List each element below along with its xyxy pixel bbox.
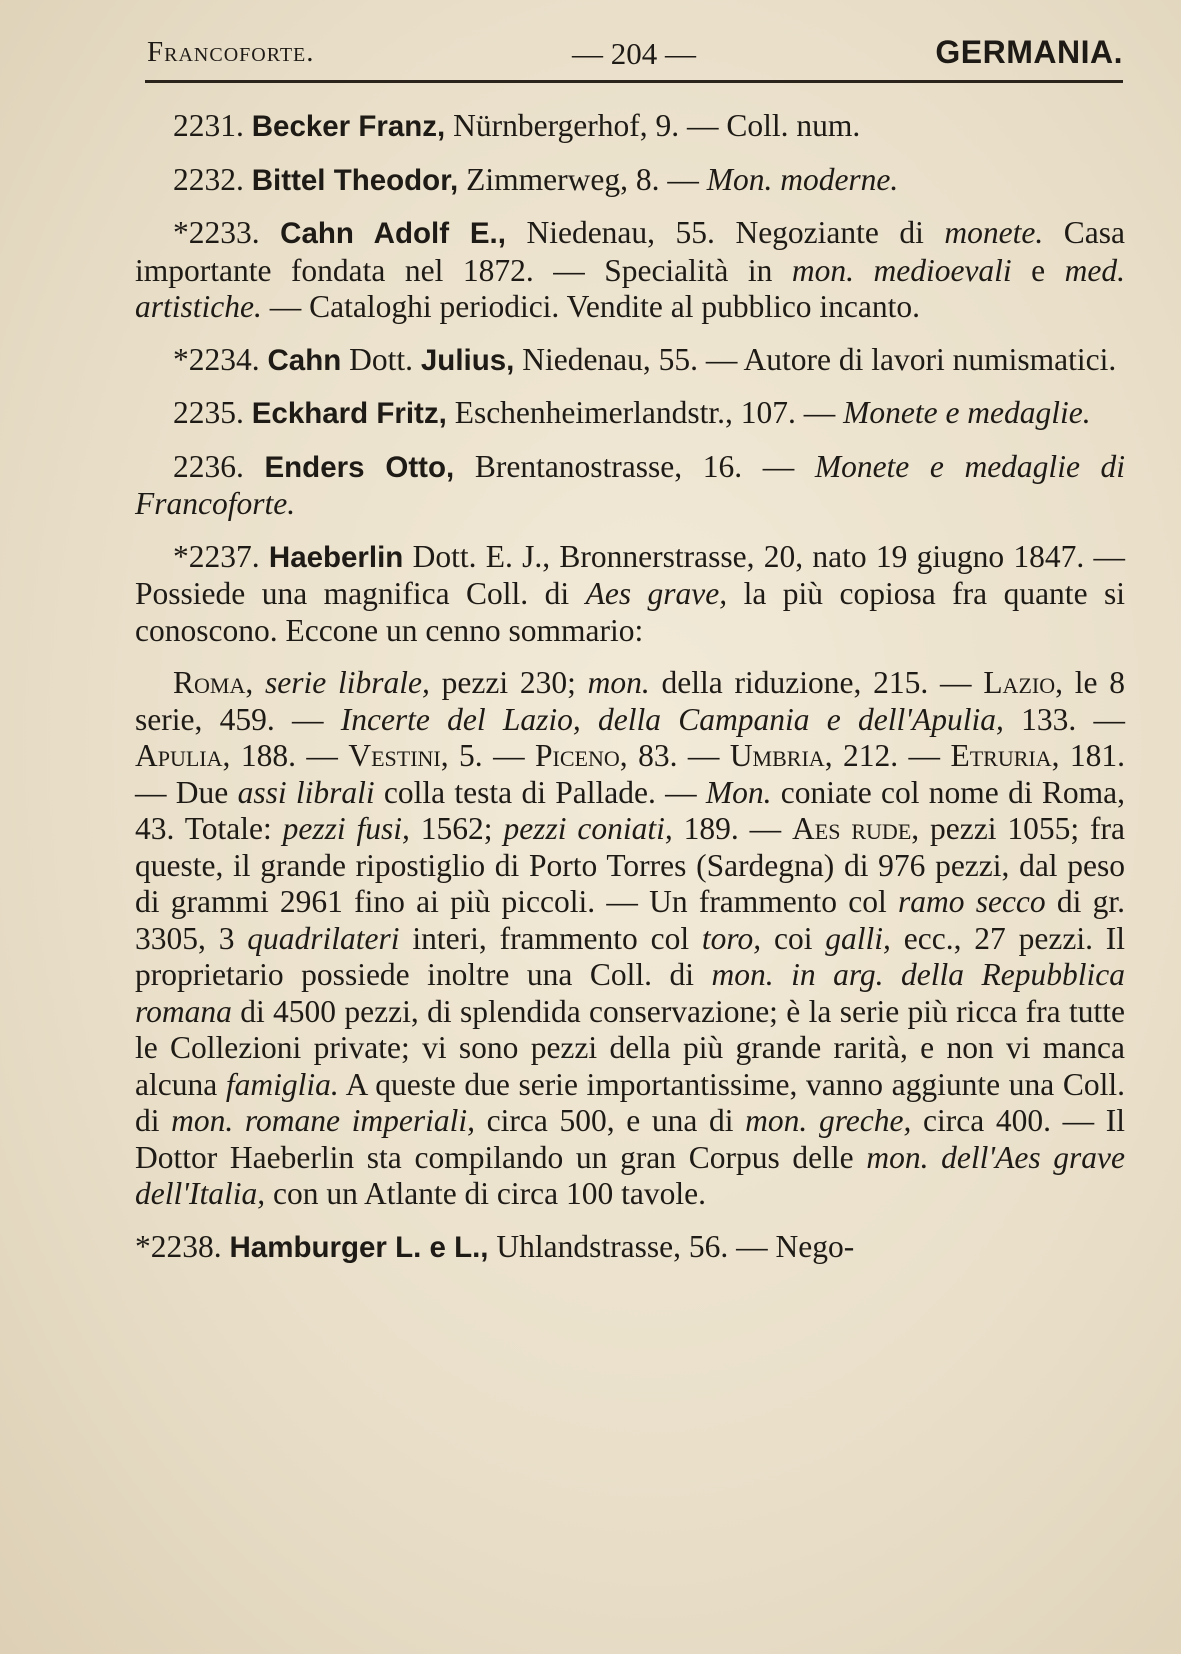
- entry-number: *2238.: [135, 1228, 222, 1264]
- entry-number: 2236.: [173, 448, 244, 484]
- text-run: la più copiosa fra quante si conoscono. Eccone un cenno sommario:: [135, 576, 1126, 648]
- entry-name: Becker Franz,: [251, 110, 446, 143]
- entry-text: Brentanostrasse, 16. —: [454, 448, 815, 484]
- smallcaps-text: Piceno: [535, 738, 620, 773]
- text-run: della riduzione, 215. —: [649, 665, 984, 700]
- italic-text: serie librale,: [265, 665, 430, 700]
- italic-text: Mon.: [705, 774, 772, 810]
- smallcaps-text: Etruria: [950, 738, 1052, 773]
- italic-text: famiglia.: [225, 1066, 339, 1102]
- text-run: 189. —: [672, 811, 793, 846]
- italic-text: mon. medioevali: [791, 252, 1012, 288]
- text-run: coniate col nome di Roma, 43. Totale:: [135, 774, 1125, 846]
- entry-2236: [135, 449, 1125, 523]
- text-run: 1562;: [409, 811, 504, 846]
- italic-text: monete.: [944, 215, 1044, 250]
- entry-2235: [135, 395, 1125, 433]
- italic-text: quadrilateri: [247, 920, 400, 956]
- italic-text: mon.: [587, 665, 650, 700]
- text-run: circa 500, e una di: [475, 1103, 746, 1138]
- text-run: ,: [245, 665, 266, 700]
- entry-2231: [135, 108, 1125, 146]
- entry-2237: [135, 539, 1125, 650]
- text-run: interi, frammento col: [399, 920, 702, 956]
- italic-text: mon. dell'Aes grave dell'Italia,: [135, 1139, 1125, 1211]
- text-run: A queste due serie importantissime, vanno aggiunte una Coll. di: [135, 1066, 1125, 1138]
- entry-text: Zimmerweg, 8. —: [458, 161, 707, 197]
- entry-title: Dott.: [341, 341, 421, 377]
- entry-name: Eckhard Fritz,: [251, 397, 447, 430]
- entry-number: *2234.: [173, 341, 260, 377]
- collection-summary: [135, 665, 1125, 1213]
- italic-text: mon. greche,: [745, 1103, 912, 1138]
- entry-name: Julius,: [420, 343, 515, 377]
- text-run: , 212. —: [824, 738, 951, 773]
- smallcaps-text: Aes rude: [792, 811, 912, 846]
- text-run: , 181. — Due: [135, 738, 1126, 810]
- entry-2232: [135, 162, 1125, 200]
- entry-text: Uhlandstrasse, 56. — Nego-: [488, 1228, 855, 1264]
- entry-title: Dott. E. J.,: [403, 538, 551, 574]
- header-city: Francoforte.: [147, 36, 315, 68]
- entry-number: 2231.: [173, 108, 244, 143]
- italic-text: ramo secco: [897, 884, 1046, 919]
- smallcaps-text: Roma: [173, 665, 246, 700]
- italic-text: assi librali: [237, 774, 375, 810]
- smallcaps-text: Umbria: [729, 738, 825, 773]
- italic-text: Incerte del Lazio, della Campania e dell'Apulia,: [340, 701, 1004, 737]
- entry-name: Cahn Adolf E.,: [280, 217, 506, 250]
- text-run: , le 8 serie, 459. —: [135, 665, 1126, 737]
- page-number: — 204 —: [572, 36, 696, 71]
- entry-2233: [135, 215, 1125, 326]
- page-body: [135, 108, 1125, 1282]
- italic-text: toro,: [701, 920, 762, 956]
- text-run: ecc., 27 pezzi. Il proprietario possiede inoltre una Coll. di: [135, 920, 1126, 992]
- text-run: coi: [761, 920, 826, 956]
- entry-number: *2237.: [173, 538, 260, 574]
- entry-name: Hamburger L. e L.,: [229, 1230, 489, 1264]
- text-run: — Cataloghi periodici. Vendite al pubblico incanto.: [261, 289, 921, 324]
- entry-text-italic: Mon. moderne.: [706, 161, 899, 197]
- text-run: pezzi 230;: [429, 665, 588, 700]
- entry-name: Cahn: [267, 343, 342, 377]
- text-run: Niedenau, 55. Negoziante di: [505, 215, 945, 250]
- entry-text: Nürnbergerhof, 9. — Coll. num.: [445, 108, 861, 143]
- text-run: colla testa di Pallade. —: [374, 774, 706, 810]
- smallcaps-text: Lazio: [983, 665, 1056, 700]
- text-run: , pezzi 1055; fra queste, il grande ripostiglio di Porto Torres (Sardegna) di 976 pezzi, dal peso di grammi 2961 fino ai più piccoli. — Un frammento col: [135, 811, 1125, 919]
- entry-text-italic: Monete e medaglie di Francoforte.: [135, 448, 1126, 521]
- text-run: 133. —: [1003, 701, 1125, 737]
- italic-text: pezzi coniati,: [503, 811, 673, 846]
- italic-text: mon. in arg. della Repubblica romana: [135, 957, 1125, 1029]
- entry-2238: [135, 1229, 1125, 1267]
- header-country: GERMANIA.: [935, 34, 1123, 70]
- entry-text: Niedenau, 55. — Autore di lavori numismatici.: [514, 341, 1117, 377]
- italic-text: Aes grave,: [585, 576, 728, 611]
- entry-number: 2235.: [173, 395, 244, 430]
- entry-text-italic: Monete e medaglie.: [843, 395, 1091, 430]
- summary-text: [135, 665, 1125, 1211]
- text-run: di 4500 pezzi, di splendida conservazione; è la serie più ricca fra tutte le Collezioni private; vi sono pezzi della più grande rarità, e non vi manca alcuna: [135, 993, 1125, 1102]
- entry-number: *2233.: [173, 215, 260, 250]
- text-run: con un Atlante di circa 100 tavole.: [265, 1176, 706, 1211]
- italic-text: med. artistiche.: [135, 252, 1125, 324]
- italic-text: galli,: [825, 920, 891, 956]
- entry-name: Haeberlin: [268, 540, 404, 574]
- running-header: [145, 28, 1123, 83]
- text-run: , 5. —: [440, 738, 536, 773]
- italic-text: pezzi fusi,: [282, 811, 410, 846]
- entry-number: 2232.: [173, 161, 244, 197]
- text-run: , 83. —: [619, 738, 730, 773]
- italic-text: mon. romane imperiali,: [171, 1103, 476, 1138]
- smallcaps-text: Apulia: [135, 738, 223, 773]
- text-run: Casa importante fondata nel 1872. — Specialità in: [135, 215, 1126, 288]
- text-run: e: [1011, 252, 1065, 288]
- text-run: Bronnerstrasse, 20, nato 19 giugno 1847. — Possiede una magnifica Coll. di: [135, 538, 1126, 611]
- text-run: circa 400. — Il Dottor Haeberlin sta compilando un gran Corpus delle: [135, 1103, 1125, 1175]
- entry-text: Eschenheimerlandstr., 107. —: [446, 395, 844, 430]
- text-run: , 188. —: [222, 738, 349, 773]
- entry-name: Bittel Theodor,: [251, 163, 459, 197]
- entry-2234: [135, 342, 1125, 380]
- text-run: di gr. 3305, 3: [135, 884, 1125, 956]
- smallcaps-text: Vestini: [348, 738, 441, 773]
- entry-name: Enders Otto,: [264, 450, 455, 484]
